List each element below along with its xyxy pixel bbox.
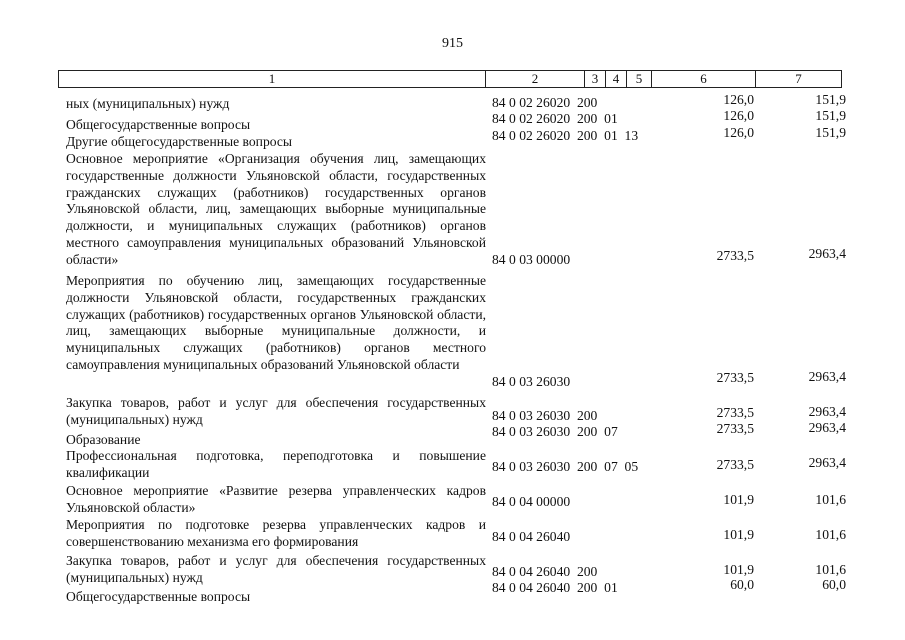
row-value-col7: 101,6 xyxy=(815,562,846,577)
row-value-col6: 101,9 xyxy=(723,562,754,577)
row-value-col7: 151,9 xyxy=(815,125,846,140)
row-description: Общегосударственные вопросы xyxy=(66,589,251,604)
row-value-col7: 2963,4 xyxy=(808,404,846,419)
header-col-1: 1 xyxy=(268,71,276,86)
row-description: Закупка товаров, работ и услуг для обеспечения государственных (муниципальных) нужд xyxy=(66,553,486,585)
row-code: 84 0 03 26030 200 07 xyxy=(492,424,618,439)
header-col-3: 3 xyxy=(591,71,599,86)
row-value-col6: 2733,5 xyxy=(716,248,754,263)
row-value-col7: 101,6 xyxy=(815,527,846,542)
row-value-col6: 60,0 xyxy=(730,577,754,592)
table-header xyxy=(58,70,842,88)
row-value-col7: 2963,4 xyxy=(808,246,846,261)
row-value-col6: 126,0 xyxy=(723,108,754,123)
row-value-col6: 2733,5 xyxy=(716,370,754,385)
row-value-col7: 101,6 xyxy=(815,492,846,507)
row-code: 84 0 02 26020 200 xyxy=(492,95,598,110)
row-value-col6: 126,0 xyxy=(723,125,754,140)
row-value-col6: 2733,5 xyxy=(716,457,754,472)
header-col-5: 5 xyxy=(635,71,643,86)
row-value-col6: 126,0 xyxy=(723,92,754,107)
row-value-col6: 101,9 xyxy=(723,492,754,507)
row-code: 84 0 03 26030 xyxy=(492,374,571,389)
header-col-2: 2 xyxy=(531,71,539,86)
row-value-col7: 2963,4 xyxy=(808,369,846,384)
row-value-col7: 2963,4 xyxy=(808,455,846,470)
header-col-7: 7 xyxy=(795,71,802,86)
row-description: Общегосударственные вопросы xyxy=(66,117,251,132)
row-description: ных (муниципальных) нужд xyxy=(66,96,230,111)
row-description: Образование xyxy=(66,432,141,447)
row-description: Мероприятия по обучению лиц, замещающих государственные должности Ульяновской области, государственных гражданских служащих (работников) государственных органов Ульяновской области, лиц, замещающих выборные муниципальные должности, и муниципальных служащих (работников) органов местного самоуправления муниципальных образований Ульяновской области xyxy=(66,273,486,372)
row-value-col6: 2733,5 xyxy=(716,405,754,420)
row-description: Основное мероприятие «Организация обучения лиц, замещающих государственные должности Ульяновской области, государственных гражданских служащих (работников) государственных органов Ульяновской области, лиц, замещающих выборные муниципальные должности, и муниципальных служащих (работников) органов местного самоуправления муниципальных образований Ульяновской области» xyxy=(66,151,486,267)
row-description: Закупка товаров, работ и услуг для обеспечения государственных (муниципальных) нужд xyxy=(66,395,486,427)
row-code: 84 0 03 26030 200 xyxy=(492,408,598,423)
row-value-col7: 2963,4 xyxy=(808,420,846,435)
row-code: 84 0 04 26040 200 xyxy=(492,564,598,579)
header-col-4: 4 xyxy=(612,71,620,86)
header-col-6: 6 xyxy=(700,71,707,86)
row-code: 84 0 03 00000 xyxy=(492,252,571,267)
row-code: 84 0 03 26030 200 07 05 xyxy=(492,459,639,474)
row-description: Основное мероприятие «Развитие резерва управленческих кадров Ульяновской области» xyxy=(66,483,486,515)
row-code: 84 0 04 00000 xyxy=(492,494,571,509)
row-value-col6: 101,9 xyxy=(723,527,754,542)
row-value-col7: 151,9 xyxy=(815,108,846,123)
row-value-col6: 2733,5 xyxy=(716,421,754,436)
row-description: Мероприятия по подготовке резерва управленческих кадров и совершенствованию механизма его формирования xyxy=(66,517,486,549)
row-description: Профессиональная подготовка, переподготовка и повышение квалификации xyxy=(66,448,486,480)
row-description: Другие общегосударственные вопросы xyxy=(66,134,293,149)
row-value-col7: 151,9 xyxy=(815,92,846,107)
page-number: 915 xyxy=(442,36,463,51)
row-code: 84 0 02 26020 200 01 13 xyxy=(492,128,639,143)
row-value-col7: 60,0 xyxy=(822,577,846,592)
row-code: 84 0 04 26040 200 01 xyxy=(492,580,618,595)
row-code: 84 0 04 26040 xyxy=(492,529,571,544)
row-code: 84 0 02 26020 200 01 xyxy=(492,111,618,126)
